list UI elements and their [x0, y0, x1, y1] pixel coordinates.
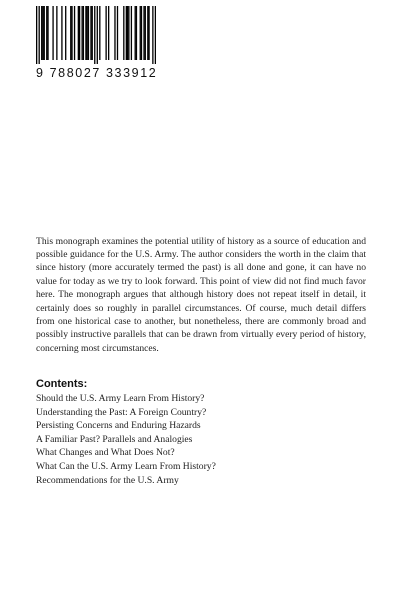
contents-item: Understanding the Past: A Foreign Country?: [36, 406, 207, 418]
barcode-bar: [52, 6, 53, 60]
contents-item: A Familiar Past? Parallels and Analogies: [36, 433, 193, 445]
barcode-bar: [88, 6, 89, 60]
contents-heading: Contents:: [36, 378, 88, 390]
barcode-bar: [42, 6, 43, 60]
barcode-bar: [44, 6, 45, 60]
barcode-bar: [56, 6, 57, 60]
barcode-bar: [131, 6, 132, 60]
barcode-bar: [143, 6, 144, 60]
contents-item: What Changes and What Does Not?: [36, 447, 175, 459]
barcode-bar: [78, 6, 79, 60]
isbn-barcode: [36, 6, 156, 80]
barcode-bar: [92, 6, 93, 60]
barcode-bar: [85, 6, 86, 60]
barcode-bar: [61, 6, 62, 60]
barcode-bar: [105, 6, 106, 60]
barcode-bar: [126, 6, 127, 60]
barcode-bar: [127, 6, 128, 60]
barcode-bar: [152, 6, 153, 64]
description-paragraph: This monograph examines the potential utility of history as a source of education and possible guidance for the U.S. Army. The author considers the worth in the claim that since history (more accurately termed the past) is all done and gone, it can have no value for today as we try to look forward. This point of view did not find much favor here. The monograph argues that although history does not repeat itself in detail, it certainly does so roughly in parallel circumstances. Of course, much detail differs from one historical case to another, but nonetheless, there are commonly broad and possibly instructive parallels that can be drawn from virtually every period of history, concerning most circumstances.: [36, 235, 366, 354]
barcode-bar: [74, 6, 75, 60]
barcode-bar: [97, 6, 98, 64]
contents-item: Recommendations for the U.S. Army: [36, 474, 179, 486]
barcode-bar: [135, 6, 136, 60]
barcode-bar: [145, 6, 146, 60]
contents-item: Should the U.S. Army Learn From History?: [36, 393, 205, 404]
barcode-bar: [65, 6, 66, 60]
barcode-bar: [108, 6, 109, 60]
contents-item: What Can the U.S. Army Learn From History?: [36, 460, 216, 472]
barcode-bar: [70, 6, 71, 60]
barcode-bar: [140, 6, 141, 60]
barcode-bar: [141, 6, 142, 60]
barcode-bar: [87, 6, 88, 60]
barcode-bar: [71, 6, 72, 60]
barcode-bar: [79, 6, 80, 60]
barcode-bar: [136, 6, 137, 60]
barcode-bar: [41, 6, 42, 60]
barcode-bars: [36, 6, 156, 64]
barcode-bar: [94, 6, 95, 64]
barcode-bar: [81, 6, 82, 60]
barcode-bar: [147, 6, 148, 60]
barcode-bar: [90, 6, 91, 60]
barcode-bar: [47, 6, 48, 60]
barcode-bar: [39, 6, 40, 64]
barcode-bar: [155, 6, 156, 64]
barcode-bar: [99, 6, 100, 60]
barcode-bar: [148, 6, 149, 60]
isbn-number: 9 788027 333912: [36, 66, 158, 80]
barcode-bar: [114, 6, 115, 60]
barcode-bar: [123, 6, 124, 60]
contents-item: Persisting Concerns and Enduring Hazards: [36, 420, 201, 432]
barcode-bar: [36, 6, 37, 64]
barcode-bar: [117, 6, 118, 60]
barcode-bar: [128, 6, 129, 60]
barcode-bar: [83, 6, 84, 60]
barcode-bar: [46, 6, 47, 60]
contents-list: [36, 392, 366, 487]
